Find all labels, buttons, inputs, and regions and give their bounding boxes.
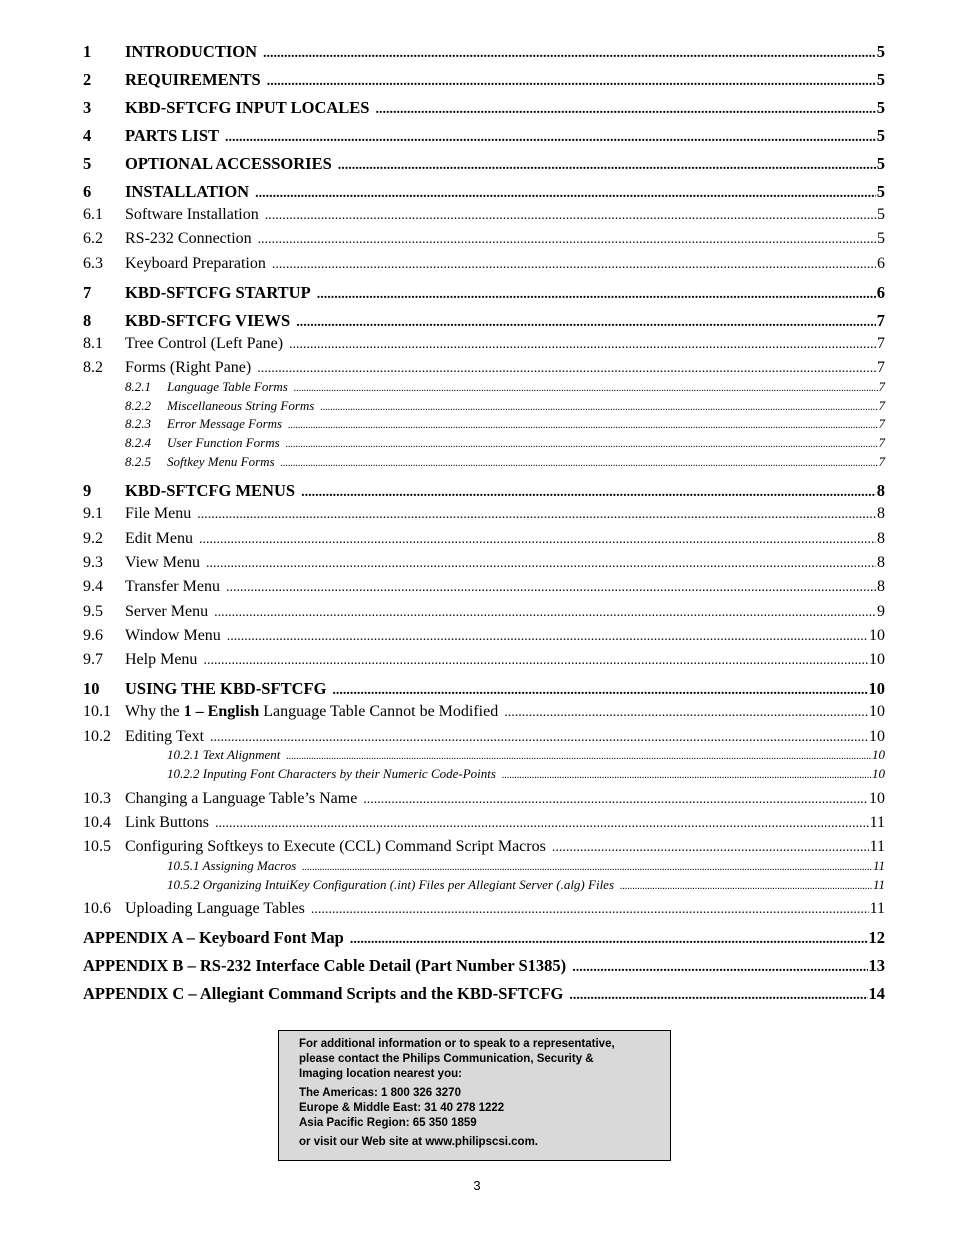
toc-entry-number: 8.2.1: [125, 379, 151, 394]
toc-leader-dots: [569, 988, 867, 1004]
toc-leader-dots: [199, 532, 876, 548]
toc-entry-title: Window Menu: [125, 627, 221, 644]
toc-entry-number: 4: [83, 126, 92, 145]
toc-leader-dots: [302, 862, 872, 873]
toc-entry[interactable]: [83, 335, 885, 355]
toc-leader-dots: [263, 46, 876, 62]
toc-entry[interactable]: [83, 126, 885, 146]
contact-americas: The Americas: 1 800 326 3270: [299, 1087, 461, 1099]
toc-entry[interactable]: [125, 454, 885, 474]
toc-leader-dots: [301, 485, 876, 501]
toc-entry-page: 7: [878, 379, 885, 394]
toc-leader-dots: [350, 932, 868, 948]
toc-entry-number: 2: [83, 70, 92, 89]
toc-entry-title: KBD-SFTCFG MENUS: [125, 481, 296, 500]
toc-entry-page: 8: [877, 578, 885, 595]
toc-entry-page: 5: [877, 206, 885, 223]
toc-entry[interactable]: [125, 398, 885, 418]
toc-leader-dots: [294, 383, 878, 394]
toc-entry-number: 1: [83, 42, 92, 61]
toc-entry-title: 10.5.1 Assigning Macros: [167, 858, 297, 873]
toc-leader-dots: [552, 840, 869, 856]
toc-entry-page: 5: [876, 98, 885, 117]
toc-entry-title: APPENDIX B – RS-232 Interface Cable Detail (Part Number S1385): [83, 956, 567, 975]
toc-entry-title: Editing Text: [125, 728, 205, 745]
toc-entry-title: APPENDIX C – Allegiant Command Scripts and the KBD-SFTCFG: [83, 984, 564, 1003]
toc-entry[interactable]: [83, 283, 885, 303]
toc-entry-number: 8.2.3: [125, 416, 151, 431]
toc-leader-dots: [265, 208, 876, 224]
toc-entry[interactable]: [83, 790, 885, 810]
toc-entry-page: 7: [876, 311, 885, 330]
toc-leader-dots: [332, 683, 867, 699]
toc-entry-page: 14: [868, 984, 885, 1003]
toc-entry-page: 11: [872, 858, 885, 873]
toc-entry-number: 9.3: [83, 554, 103, 571]
toc-entry-number: 6: [83, 182, 92, 201]
toc-entry[interactable]: [83, 554, 885, 574]
toc-entry[interactable]: [83, 814, 885, 834]
toc-entry[interactable]: [83, 728, 885, 748]
toc-entry-number: 6.2: [83, 230, 103, 247]
toc-leader-dots: [286, 439, 878, 450]
toc-entry-page: 5: [876, 42, 885, 61]
toc-entry-page: 8: [876, 481, 885, 500]
toc-entry[interactable]: [83, 230, 885, 250]
toc-entry-number: 5: [83, 154, 92, 173]
toc-entry-number: 8.2.2: [125, 398, 151, 413]
toc-entry-title: KBD-SFTCFG VIEWS: [125, 311, 291, 330]
toc-entry-title: RS-232 Connection: [125, 230, 252, 247]
toc-entry-number: 9.5: [83, 603, 103, 620]
toc-entry[interactable]: [83, 530, 885, 550]
toc-entry[interactable]: [83, 928, 885, 948]
toc-entry[interactable]: [83, 578, 885, 598]
toc-leader-dots: [289, 337, 876, 353]
toc-entry[interactable]: [83, 42, 885, 62]
toc-entry-number: 3: [83, 98, 92, 117]
toc-title-bold-part: 1 – English: [183, 703, 260, 720]
toc-entry-page: 10: [869, 728, 885, 745]
toc-leader-dots: [338, 158, 876, 174]
toc-entry[interactable]: [83, 481, 885, 501]
toc-entry-page: 11: [869, 900, 885, 917]
toc-entry-page: 5: [876, 182, 885, 201]
toc-leader-dots: [572, 960, 867, 976]
toc-entry[interactable]: [83, 255, 885, 275]
toc-entry[interactable]: [125, 416, 885, 436]
toc-entry-title: Help Menu: [125, 651, 198, 668]
contact-europe: Europe & Middle East: 31 40 278 1222: [299, 1102, 505, 1114]
toc-entry-number: 10.2: [83, 728, 111, 745]
toc-entry-number: 6.1: [83, 206, 103, 223]
toc-entry-number: 9.7: [83, 651, 103, 668]
toc-entry-number: 10.6: [83, 900, 111, 917]
toc-entry-page: 9: [877, 603, 885, 620]
toc-leader-dots: [197, 507, 876, 523]
toc-leader-dots: [215, 816, 869, 832]
toc-entry-title: 10.2.2 Inputing Font Characters by their Numeric Code-Points: [167, 766, 496, 781]
toc-leader-dots: [620, 881, 872, 892]
toc-entry-title: 10.5.2 Organizing IntuiKey Configuration (.int) Files per Allegiant Server (.alg) Files: [167, 877, 615, 892]
toc-leader-dots: [210, 730, 868, 746]
toc-entry-title: PARTS LIST: [125, 126, 220, 145]
toc-entry[interactable]: [83, 182, 885, 202]
toc-entry-page: 12: [868, 928, 885, 947]
toc-entry-page: 10: [868, 679, 885, 698]
toc-leader-dots: [504, 705, 868, 721]
toc-entry-title: Forms (Right Pane): [125, 359, 252, 376]
toc-entry-number: 9.1: [83, 505, 103, 522]
toc-entry[interactable]: [83, 984, 885, 1004]
toc-entry-title: Transfer Menu: [125, 578, 220, 595]
toc-entry-title: Uploading Language Tables: [125, 900, 305, 917]
toc-entry-title: [125, 703, 498, 721]
toc-entry-page: 8: [877, 505, 885, 522]
toc-entry[interactable]: [83, 651, 885, 671]
toc-leader-dots: [288, 420, 877, 431]
toc-entry[interactable]: [83, 956, 885, 976]
toc-entry[interactable]: [83, 838, 885, 858]
toc-leader-dots: [227, 629, 868, 645]
toc-entry-page: 5: [876, 154, 885, 173]
toc-leader-dots: [203, 653, 868, 669]
toc-leader-dots: [376, 102, 876, 118]
toc-entry-title: File Menu: [125, 505, 192, 522]
contact-intro-line-1: For additional information or to speak to a representative,: [299, 1038, 615, 1050]
toc-entry-page: 6: [877, 255, 885, 272]
toc-entry[interactable]: [83, 505, 885, 525]
contact-asia: Asia Pacific Region: 65 350 1859: [299, 1117, 477, 1129]
toc-entry-title: KBD-SFTCFG STARTUP: [125, 283, 311, 302]
page-number: 3: [473, 1178, 481, 1193]
toc-entry[interactable]: [83, 154, 885, 174]
toc-title-part: Language Table Cannot be Modified: [259, 703, 499, 720]
toc-entry[interactable]: [83, 359, 885, 379]
toc-entry-title: Configuring Softkeys to Execute (CCL) Command Script Macros: [125, 838, 546, 855]
toc-entry[interactable]: [83, 98, 885, 118]
toc-leader-dots: [311, 902, 869, 918]
toc-leader-dots: [281, 458, 878, 469]
toc-entry-title: Tree Control (Left Pane): [125, 335, 284, 352]
toc-entry-page: 10: [869, 627, 885, 644]
toc-entry-title: Error Message Forms: [167, 416, 283, 431]
toc-entry-page: 13: [868, 956, 885, 975]
toc-entry-number: 10.1: [83, 703, 111, 720]
toc-leader-dots: [320, 402, 877, 413]
toc-entry[interactable]: [83, 70, 885, 90]
toc-entry-page: 7: [878, 398, 885, 413]
toc-leader-dots: [286, 751, 871, 762]
toc-entry[interactable]: [125, 747, 885, 767]
toc-entry-page: 5: [876, 126, 885, 145]
toc-entry-page: 10: [869, 651, 885, 668]
toc-entry-number: 9: [83, 481, 92, 500]
toc-entry-title: INSTALLATION: [125, 182, 250, 201]
toc-entry-title: Edit Menu: [125, 530, 193, 547]
toc-entry[interactable]: [125, 766, 885, 786]
toc-entry-page: 11: [869, 838, 885, 855]
toc-leader-dots: [296, 315, 876, 331]
contact-intro-line-2: please contact the Philips Communication, Security &: [299, 1053, 594, 1065]
toc-entry[interactable]: [83, 703, 885, 723]
toc-entry-title: REQUIREMENTS: [125, 70, 261, 89]
toc-entry-page: 11: [872, 877, 885, 892]
toc-entry-number: 8.1: [83, 335, 103, 352]
toc-entry-title: Softkey Menu Forms: [167, 454, 275, 469]
toc-leader-dots: [255, 186, 876, 202]
toc-entry-number: 8.2.4: [125, 435, 151, 450]
toc-entry-number: 9.4: [83, 578, 103, 595]
toc-entry-number: 6.3: [83, 255, 103, 272]
toc-entry-title: View Menu: [125, 554, 201, 571]
toc-leader-dots: [317, 287, 876, 303]
toc-leader-dots: [363, 792, 868, 808]
toc-entry-page: 10: [869, 703, 885, 720]
toc-entry-number: 10.3: [83, 790, 111, 807]
toc-entry-title: Keyboard Preparation: [125, 255, 266, 272]
contact-intro-line-3: Imaging location nearest you:: [299, 1068, 462, 1080]
toc-leader-dots: [226, 580, 876, 596]
toc-entry[interactable]: [125, 379, 885, 399]
toc-leader-dots: [258, 232, 876, 248]
toc-entry-title: Changing a Language Table’s Name: [125, 790, 358, 807]
toc-entry-title: Server Menu: [125, 603, 209, 620]
toc-leader-dots: [272, 257, 876, 273]
toc-entry-title: KBD-SFTCFG INPUT LOCALES: [125, 98, 370, 117]
toc-entry-title: USING THE KBD-SFTCFG: [125, 679, 327, 698]
toc-entry[interactable]: [125, 858, 885, 878]
toc-entry-page: 7: [878, 454, 885, 469]
toc-leader-dots: [267, 74, 876, 90]
toc-entry-page: 7: [877, 335, 885, 352]
toc-entry-title: 10.2.1 Text Alignment: [167, 747, 281, 762]
toc-entry-title: Language Table Forms: [167, 379, 288, 394]
toc-entry-title: Miscellaneous String Forms: [167, 398, 315, 413]
toc-title-part: Why the: [125, 703, 184, 720]
toc-entry-page: 10: [872, 766, 885, 781]
toc-entry-page: 7: [877, 359, 885, 376]
contact-info-box: [278, 1030, 671, 1161]
toc-entry-number: 10: [83, 679, 100, 698]
toc-leader-dots: [214, 605, 876, 621]
toc-entry-number: 8: [83, 311, 92, 330]
toc-entry-page: 5: [877, 230, 885, 247]
toc-entry-page: 10: [872, 747, 885, 762]
toc-entry[interactable]: [125, 877, 885, 897]
toc-entry-page: 10: [869, 790, 885, 807]
toc-leader-dots: [257, 361, 876, 377]
toc-entry-number: 8.2.5: [125, 454, 151, 469]
toc-entry[interactable]: [83, 311, 885, 331]
toc-entry[interactable]: [83, 679, 885, 699]
toc-entry-page: 8: [877, 530, 885, 547]
toc-entry[interactable]: [83, 900, 885, 920]
toc-entry-number: 7: [83, 283, 92, 302]
toc-entry-page: 8: [877, 554, 885, 571]
toc-entry-page: 11: [869, 814, 885, 831]
toc-leader-dots: [225, 130, 876, 146]
toc-entry-title: OPTIONAL ACCESSORIES: [125, 154, 332, 173]
toc-entry-title: Software Installation: [125, 206, 259, 223]
toc-entry-title: INTRODUCTION: [125, 42, 258, 61]
toc-entry-number: 10.4: [83, 814, 111, 831]
toc-entry-page: 7: [878, 435, 885, 450]
toc-entry-title: Link Buttons: [125, 814, 210, 831]
toc-entry[interactable]: [83, 627, 885, 647]
toc-entry-page: 7: [878, 416, 885, 431]
toc-leader-dots: [206, 556, 876, 572]
toc-entry-title: APPENDIX A – Keyboard Font Map: [83, 928, 344, 947]
toc-entry-title: User Function Forms: [167, 435, 280, 450]
toc-entry[interactable]: [83, 603, 885, 623]
toc-leader-dots: [502, 770, 871, 781]
toc-entry-number: 9.6: [83, 627, 103, 644]
toc-entry-page: 6: [876, 283, 885, 302]
toc-entry[interactable]: [125, 435, 885, 455]
toc-entry-page: 5: [876, 70, 885, 89]
toc-entry-number: 10.5: [83, 838, 111, 855]
toc-entry-number: 9.2: [83, 530, 103, 547]
toc-entry-number: 8.2: [83, 359, 103, 376]
toc-entry[interactable]: [83, 206, 885, 226]
contact-website: or visit our Web site at www.philipscsi.com.: [299, 1136, 538, 1148]
